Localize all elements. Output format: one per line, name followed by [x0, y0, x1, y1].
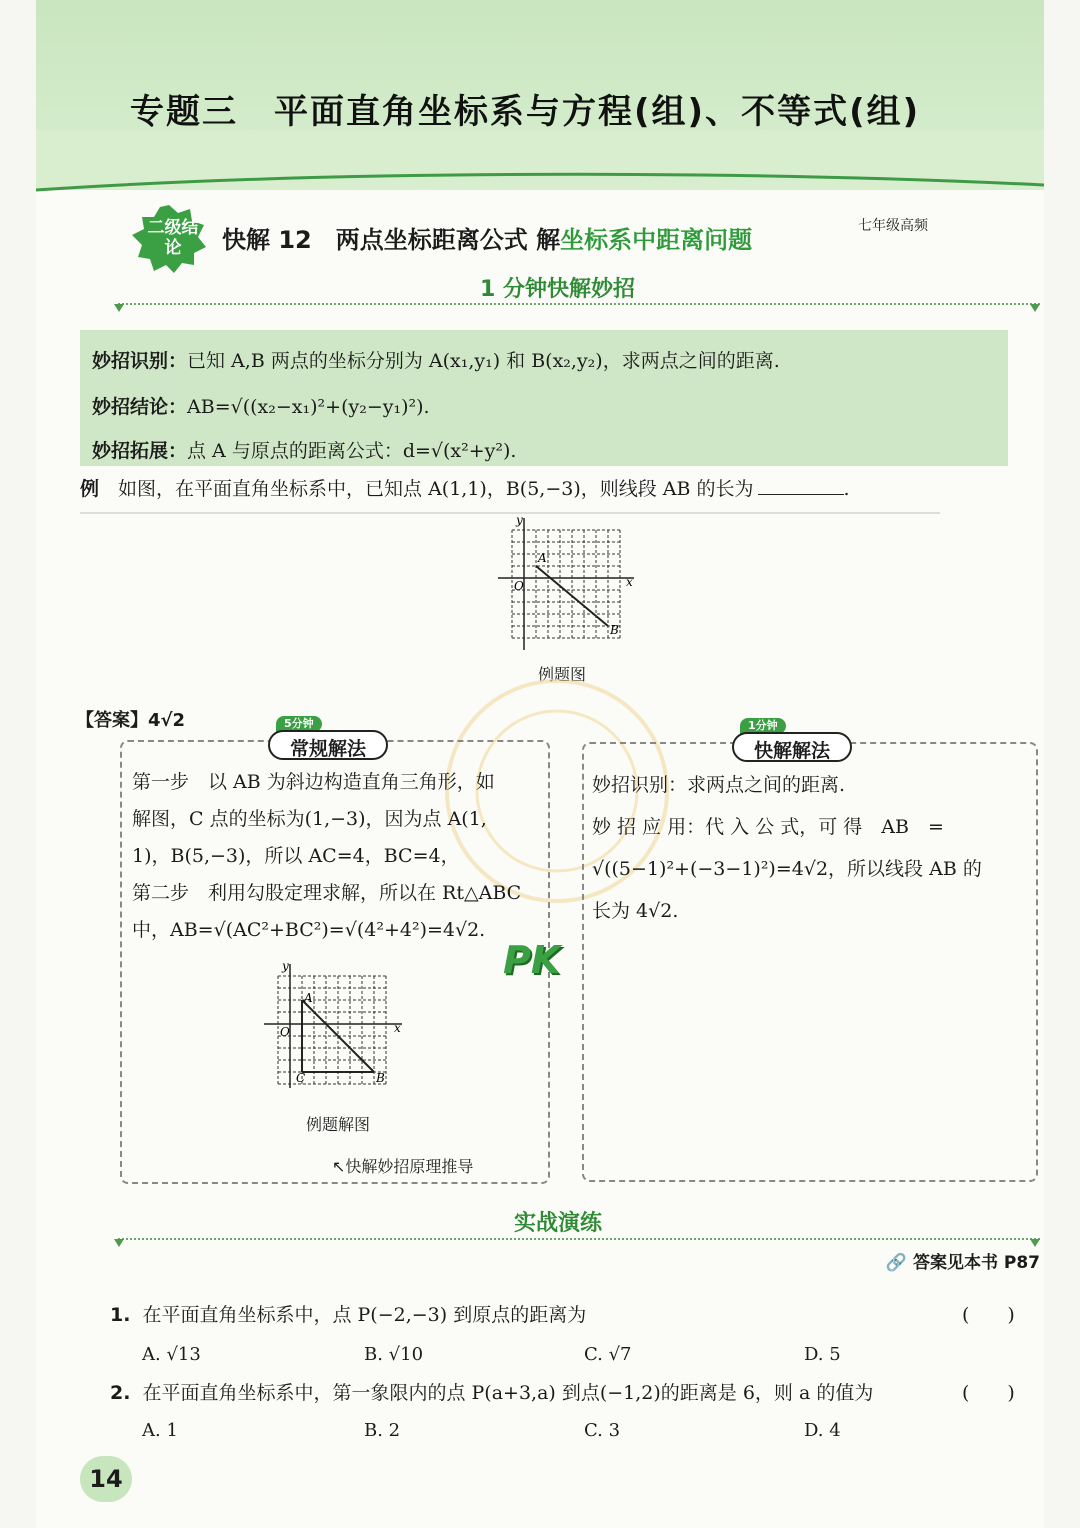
point-b-label: B [376, 1071, 385, 1085]
tip-conclusion [92, 392, 430, 419]
y-axis-label: y [516, 513, 523, 527]
question-2 [110, 1378, 873, 1405]
quick-line-1: 妙招识别：求两点之间的距离. [592, 774, 846, 796]
answer [76, 706, 185, 732]
badge-label: 二级结论 [147, 218, 199, 258]
question-1-option-b: B. √10 [364, 1344, 424, 1365]
quick-line-3: √((5−1)²+(−3−1)²)=4√2，所以线段 AB 的 [592, 858, 982, 880]
quick-line-4: 长为 4√2. [592, 900, 679, 922]
point-b-label: B [610, 623, 619, 637]
regular-time-tag: 5分钟 [276, 716, 322, 732]
section-title-highlight: 坐标系中距离问题 [560, 226, 753, 254]
regular-line-5: 中，AB=√(AC²+BC²)=√(4²+4²)=4√2. [132, 919, 486, 941]
regular-line-2: 解图，C 点的坐标为(1,−3)，因为点 A(1, [132, 808, 487, 830]
tip-extension-text: 点 A 与原点的距离公式：d=√(x²+y²). [187, 440, 517, 462]
point-a-label: A [538, 551, 547, 565]
section-title-main: 快解 12 两点坐标距离公式 解 [222, 226, 561, 254]
answer-label: 【答案】 [76, 710, 148, 731]
topic-title: 专题三 平面直角坐标系与方程(组)、不等式(组) [130, 92, 921, 132]
tip-extension-label: 妙招拓展： [92, 440, 188, 462]
quick-time-tag: 1分钟 [740, 718, 786, 734]
tip-identify [92, 346, 780, 373]
derive-note: ↖快解妙招原理推导 [332, 1157, 474, 1176]
example-text: 如图，在平面直角坐标系中，已知点 A(1,1)，B(5,−3)，则线段 AB 的长为 [118, 478, 754, 500]
regular-method-text [132, 764, 521, 949]
question-1-option-d: D. 5 [804, 1344, 841, 1365]
point-a-label: A [304, 991, 313, 1005]
answer-blank [758, 494, 844, 495]
origin-label: O [514, 579, 524, 593]
example-figure-caption: 例题图 [538, 665, 587, 684]
question-1-answer-paren: ( ) [962, 1304, 1015, 1326]
pk-badge: PK [503, 938, 561, 982]
answer-value: 4√2 [148, 710, 186, 731]
section-title [222, 220, 752, 255]
tip-identify-text: 已知 A,B 两点的坐标分别为 A(x₁,y₁) 和 B(x₂,y₂)，求两点之间的距离. [187, 350, 780, 372]
regular-line-3: 1)，B(5,−3)，所以 AC=4，BC=4， [132, 845, 460, 867]
answer-reference: 🔗 答案见本书 P87 [885, 1253, 1040, 1273]
question-1-number: 1. [110, 1304, 131, 1326]
tip-conclusion-text: AB=√((x₂−x₁)²+(y₂−y₁)²). [187, 396, 430, 418]
quick-method-tab: 快解解法 [732, 732, 852, 762]
divider-end-icon [114, 1239, 124, 1247]
question-1 [110, 1300, 586, 1327]
divider-end-icon [1030, 1239, 1040, 1247]
divider [118, 303, 1040, 305]
question-2-option-c: C. 3 [584, 1420, 621, 1441]
question-1-text: 在平面直角坐标系中，点 P(−2,−3) 到原点的距离为 [142, 1304, 587, 1326]
quick-tips-heading: 1 分钟快解妙招 [480, 277, 635, 302]
x-axis-label: x [394, 1021, 401, 1035]
y-axis-label: y [282, 959, 289, 973]
regular-line-1: 第一步 以 AB 为斜边构造直角三角形，如 [132, 771, 495, 793]
example-label: 例 [80, 478, 100, 500]
question-2-option-b: B. 2 [364, 1420, 401, 1441]
question-2-number: 2. [110, 1382, 131, 1404]
question-2-option-a: A. 1 [142, 1420, 178, 1441]
derive-note-text: 快解妙招原理推导 [345, 1157, 474, 1176]
origin-label: O [280, 1025, 290, 1039]
example-question: 例 如图，在平面直角坐标系中，已知点 A(1,1)，B(5,−3)，则线段 AB 的长为 . [80, 478, 850, 500]
regular-method-tab: 常规解法 [268, 730, 388, 760]
answer-reference-text: 答案见本书 P87 [912, 1253, 1040, 1273]
practice-heading: 实战演练 [514, 1211, 603, 1236]
question-2-option-d: D. 4 [804, 1420, 841, 1441]
frequency-tag: 七年级高频 [858, 218, 928, 234]
tip-identify-label: 妙招识别： [92, 350, 188, 372]
divider-end-icon [114, 304, 124, 312]
question-1-option-a: A. √13 [142, 1344, 201, 1365]
example-figure [494, 510, 642, 660]
tip-conclusion-label: 妙招结论： [92, 396, 188, 418]
solution-figure [262, 958, 410, 1092]
quick-method-text [592, 764, 982, 932]
quick-line-2: 妙 招 应 用：代 入 公 式，可 得 AB = [592, 816, 944, 838]
x-axis-label: x [626, 575, 633, 589]
page-number: 14 [80, 1456, 132, 1502]
question-2-answer-paren: ( ) [962, 1382, 1015, 1404]
tip-extension [92, 436, 516, 463]
point-c-label: C [296, 1071, 306, 1085]
regular-line-4: 第二步 利用勾股定理求解，所以在 Rt△ABC [132, 882, 522, 904]
question-1-option-c: C. √7 [584, 1344, 632, 1365]
divider-end-icon [1030, 304, 1040, 312]
question-2-text: 在平面直角坐标系中，第一象限内的点 P(a+3,a) 到点(−1,2)的距离是 6，则 a 的值为 [142, 1382, 874, 1404]
practice-divider [118, 1238, 1040, 1240]
solution-figure-caption: 例题解图 [306, 1115, 371, 1134]
